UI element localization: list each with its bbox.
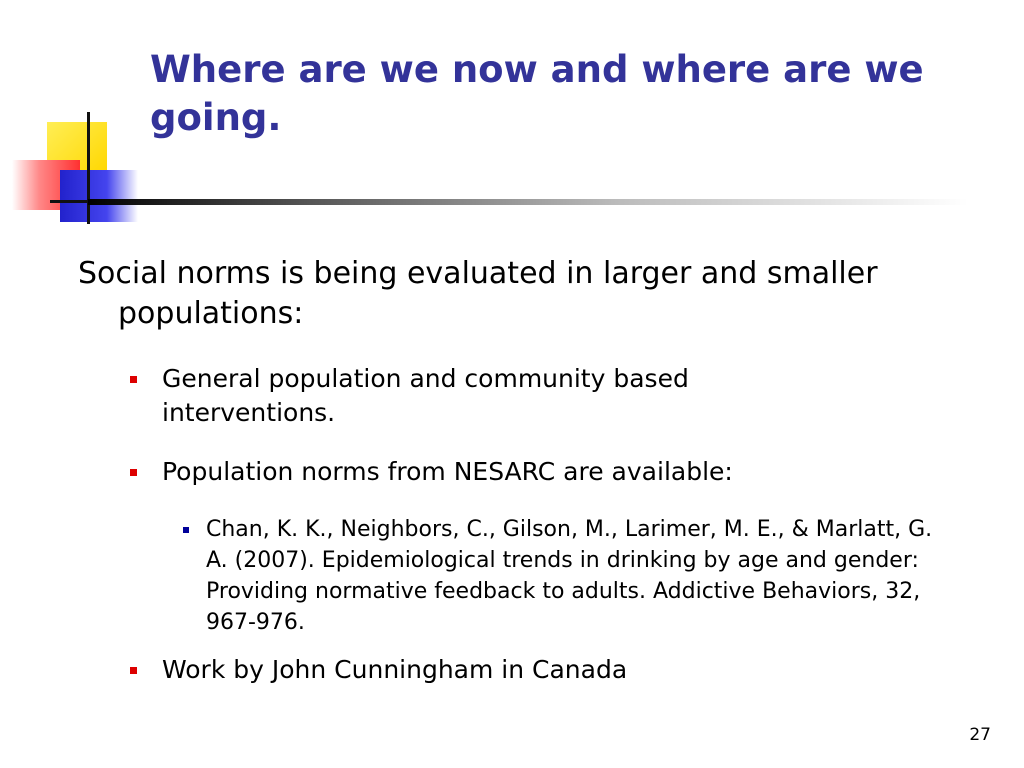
- bullet-item-cunningham: [130, 653, 830, 687]
- bullet-item-nesarc: [130, 455, 830, 489]
- bullet-item-general-population: [130, 362, 830, 430]
- bullet-text: Population norms from NESARC are available:: [162, 457, 733, 486]
- page-number: 27: [969, 725, 991, 745]
- bullet-text: Work by John Cunningham in Canada: [162, 655, 628, 684]
- citation-text: Chan, K. K., Neighbors, C., Gilson, M., Larimer, M. E., & Marlatt, G. A. (2007). Epidemiological trends in drinking by age and gender: Providing normative feedback to adults. Addictive Behaviors, 32, 967-976.: [206, 517, 933, 635]
- vertical-line-shape: [87, 112, 90, 224]
- title-divider-rule: [88, 199, 968, 205]
- bullet-text: General population and community based interventions.: [162, 364, 689, 427]
- blue-square-bullet-icon: [183, 527, 189, 533]
- red-square-bullet-icon: [130, 376, 137, 383]
- intro-paragraph: Social norms is being evaluated in larger and smaller populations:: [78, 256, 878, 331]
- sub-bullet-citation: [183, 514, 943, 638]
- decorative-logo: [0, 0, 150, 230]
- slide-title: Where are we now and where are we going.: [150, 48, 924, 139]
- red-square-bullet-icon: [130, 469, 137, 476]
- red-square-bullet-icon: [130, 667, 137, 674]
- blue-square-shape: [60, 170, 138, 222]
